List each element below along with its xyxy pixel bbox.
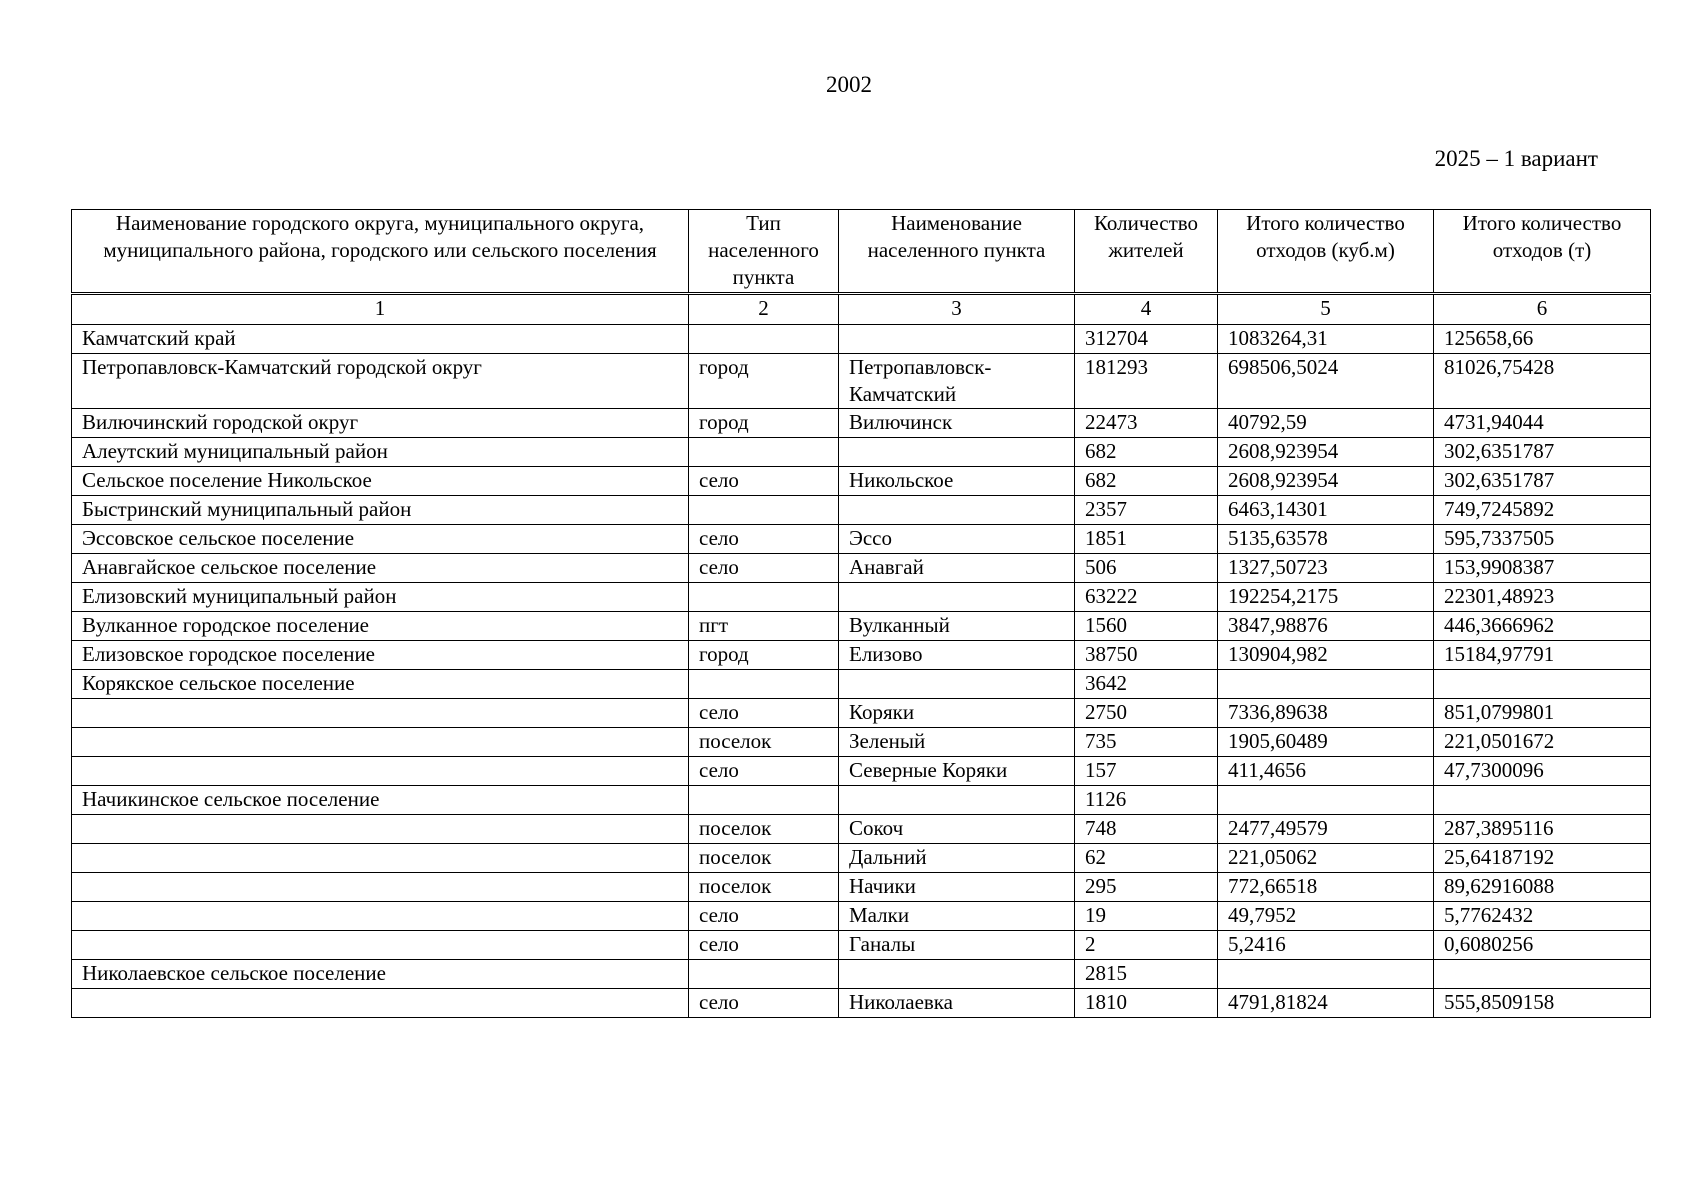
waste-volume-cell: 192254,2175 [1218, 583, 1434, 612]
population-cell: 2 [1075, 931, 1218, 960]
population-cell: 682 [1075, 438, 1218, 467]
waste-volume-cell: 1327,50723 [1218, 554, 1434, 583]
table-row [72, 438, 1651, 467]
settlement-name-cell: Сокоч [839, 815, 1075, 844]
population-cell: 19 [1075, 902, 1218, 931]
settlement-type-cell: поселок [689, 815, 839, 844]
table-row [72, 844, 1651, 873]
municipality-cell [72, 699, 689, 728]
settlement-name-cell: Анавгай [839, 554, 1075, 583]
settlement-type-cell [689, 496, 839, 525]
waste-mass-cell: 125658,66 [1434, 325, 1651, 354]
waste-volume-cell: 221,05062 [1218, 844, 1434, 873]
table-row [72, 931, 1651, 960]
municipality-cell: Быстринский муниципальный район [72, 496, 689, 525]
waste-mass-cell: 749,7245892 [1434, 496, 1651, 525]
column-number: 6 [1434, 294, 1651, 325]
waste-mass-cell: 81026,75428 [1434, 354, 1651, 409]
settlement-name-cell: Зеленый [839, 728, 1075, 757]
header-cell: Количество жителей [1075, 210, 1218, 294]
settlement-type-cell: город [689, 409, 839, 438]
waste-volume-cell: 7336,89638 [1218, 699, 1434, 728]
municipality-cell: Камчатский край [72, 325, 689, 354]
waste-mass-cell: 595,7337505 [1434, 525, 1651, 554]
settlement-name-cell: Дальний [839, 844, 1075, 873]
population-cell: 1810 [1075, 989, 1218, 1018]
settlement-type-cell [689, 325, 839, 354]
population-cell: 1560 [1075, 612, 1218, 641]
table-row [72, 989, 1651, 1018]
column-number-row [72, 294, 1651, 325]
header-cell: Наименование городского округа, муниципального округа, муниципального района, городского или сельского поселения [72, 210, 689, 294]
page-number: 2002 [826, 72, 872, 97]
population-cell: 2357 [1075, 496, 1218, 525]
municipality-cell: Алеутский муниципальный район [72, 438, 689, 467]
population-cell: 3642 [1075, 670, 1218, 699]
population-cell: 38750 [1075, 641, 1218, 670]
settlement-name-cell: Начики [839, 873, 1075, 902]
header-cell: Тип населенного пункта [689, 210, 839, 294]
column-number: 4 [1075, 294, 1218, 325]
settlement-name-cell: Вилючинск [839, 409, 1075, 438]
settlement-type-cell [689, 960, 839, 989]
table-row [72, 641, 1651, 670]
waste-mass-cell: 25,64187192 [1434, 844, 1651, 873]
settlement-type-cell: село [689, 989, 839, 1018]
settlement-type-cell: село [689, 699, 839, 728]
settlement-name-cell: Коряки [839, 699, 1075, 728]
table-row [72, 325, 1651, 354]
population-cell: 22473 [1075, 409, 1218, 438]
waste-volume-cell: 772,66518 [1218, 873, 1434, 902]
table-row [72, 467, 1651, 496]
waste-volume-cell: 1083264,31 [1218, 325, 1434, 354]
column-number: 3 [839, 294, 1075, 325]
column-number: 2 [689, 294, 839, 325]
waste-mass-cell: 0,6080256 [1434, 931, 1651, 960]
settlement-name-cell [839, 960, 1075, 989]
column-number: 5 [1218, 294, 1434, 325]
settlement-type-cell: село [689, 554, 839, 583]
settlement-name-cell [839, 670, 1075, 699]
table-row [72, 728, 1651, 757]
settlement-type-cell: село [689, 467, 839, 496]
municipality-cell [72, 989, 689, 1018]
municipality-cell: Начикинское сельское поселение [72, 786, 689, 815]
settlement-type-cell: село [689, 902, 839, 931]
population-cell: 62 [1075, 844, 1218, 873]
waste-volume-cell: 49,7952 [1218, 902, 1434, 931]
table-row [72, 496, 1651, 525]
settlement-name-cell: Северные Коряки [839, 757, 1075, 786]
waste-volume-cell: 698506,5024 [1218, 354, 1434, 409]
settlement-type-cell: поселок [689, 844, 839, 873]
municipality-cell: Петропавловск-Камчатский городской округ [72, 354, 689, 409]
settlement-type-cell [689, 786, 839, 815]
settlement-name-cell [839, 496, 1075, 525]
waste-mass-cell: 851,0799801 [1434, 699, 1651, 728]
waste-mass-cell [1434, 786, 1651, 815]
waste-mass-cell: 47,7300096 [1434, 757, 1651, 786]
municipality-cell: Эссовское сельское поселение [72, 525, 689, 554]
population-cell: 157 [1075, 757, 1218, 786]
waste-mass-cell: 302,6351787 [1434, 438, 1651, 467]
table-row [72, 525, 1651, 554]
settlement-name-cell: Николаевка [839, 989, 1075, 1018]
waste-volume-cell: 40792,59 [1218, 409, 1434, 438]
waste-mass-cell: 287,3895116 [1434, 815, 1651, 844]
population-cell: 312704 [1075, 325, 1218, 354]
settlement-name-cell: Петропавловск-Камчатский [839, 354, 1075, 409]
waste-volume-cell: 5135,63578 [1218, 525, 1434, 554]
waste-mass-cell: 221,0501672 [1434, 728, 1651, 757]
population-cell: 735 [1075, 728, 1218, 757]
settlement-type-cell: поселок [689, 873, 839, 902]
table-row [72, 554, 1651, 583]
settlement-type-cell: поселок [689, 728, 839, 757]
population-cell: 1851 [1075, 525, 1218, 554]
table-row [72, 354, 1651, 409]
waste-volume-cell: 2477,49579 [1218, 815, 1434, 844]
waste-volume-cell: 5,2416 [1218, 931, 1434, 960]
header-cell: Итого количество отходов (т) [1434, 210, 1651, 294]
waste-mass-cell: 153,9908387 [1434, 554, 1651, 583]
waste-volume-cell: 6463,14301 [1218, 496, 1434, 525]
settlement-name-cell [839, 438, 1075, 467]
table-row [72, 786, 1651, 815]
population-cell: 748 [1075, 815, 1218, 844]
header-cell: Наименование населенного пункта [839, 210, 1075, 294]
municipality-cell: Корякское сельское поселение [72, 670, 689, 699]
settlement-name-cell [839, 583, 1075, 612]
municipality-cell: Вилючинский городской округ [72, 409, 689, 438]
settlement-name-cell: Эссо [839, 525, 1075, 554]
municipality-cell: Анавгайское сельское поселение [72, 554, 689, 583]
waste-mass-cell: 15184,97791 [1434, 641, 1651, 670]
population-cell: 682 [1075, 467, 1218, 496]
waste-volume-cell: 2608,923954 [1218, 438, 1434, 467]
waste-table [71, 209, 1651, 1018]
settlement-type-cell: город [689, 354, 839, 409]
population-cell: 295 [1075, 873, 1218, 902]
settlement-type-cell: город [689, 641, 839, 670]
table-row [72, 409, 1651, 438]
municipality-cell: Елизовское городское поселение [72, 641, 689, 670]
municipality-cell [72, 873, 689, 902]
waste-mass-cell: 555,8509158 [1434, 989, 1651, 1018]
municipality-cell [72, 931, 689, 960]
municipality-cell: Николаевское сельское поселение [72, 960, 689, 989]
settlement-type-cell [689, 670, 839, 699]
municipality-cell [72, 728, 689, 757]
waste-mass-cell [1434, 670, 1651, 699]
waste-volume-cell [1218, 670, 1434, 699]
waste-volume-cell: 411,4656 [1218, 757, 1434, 786]
table-row [72, 699, 1651, 728]
table-header [72, 210, 1651, 294]
settlement-type-cell: пгт [689, 612, 839, 641]
settlement-name-cell: Ганалы [839, 931, 1075, 960]
population-cell: 181293 [1075, 354, 1218, 409]
column-number: 1 [72, 294, 689, 325]
municipality-cell: Вулканное городское поселение [72, 612, 689, 641]
settlement-name-cell: Елизово [839, 641, 1075, 670]
population-cell: 2750 [1075, 699, 1218, 728]
table-row [72, 960, 1651, 989]
population-cell: 2815 [1075, 960, 1218, 989]
municipality-cell [72, 902, 689, 931]
population-cell: 63222 [1075, 583, 1218, 612]
waste-volume-cell: 4791,81824 [1218, 989, 1434, 1018]
population-cell: 1126 [1075, 786, 1218, 815]
settlement-type-cell: село [689, 757, 839, 786]
settlement-name-cell: Никольское [839, 467, 1075, 496]
settlement-type-cell [689, 583, 839, 612]
settlement-name-cell: Вулканный [839, 612, 1075, 641]
variant-label: 2025 – 1 вариант [1434, 146, 1598, 171]
municipality-cell [72, 757, 689, 786]
municipality-cell [72, 815, 689, 844]
waste-volume-cell: 3847,98876 [1218, 612, 1434, 641]
table-row [72, 757, 1651, 786]
settlement-type-cell: село [689, 931, 839, 960]
waste-mass-cell: 89,62916088 [1434, 873, 1651, 902]
waste-mass-cell: 4731,94044 [1434, 409, 1651, 438]
population-cell: 506 [1075, 554, 1218, 583]
table-body [72, 294, 1651, 1018]
waste-mass-cell [1434, 960, 1651, 989]
settlement-name-cell [839, 325, 1075, 354]
settlement-name-cell [839, 786, 1075, 815]
municipality-cell: Елизовский муниципальный район [72, 583, 689, 612]
waste-volume-cell: 130904,982 [1218, 641, 1434, 670]
settlement-name-cell: Малки [839, 902, 1075, 931]
waste-mass-cell: 22301,48923 [1434, 583, 1651, 612]
waste-mass-cell: 302,6351787 [1434, 467, 1651, 496]
table-row [72, 902, 1651, 931]
municipality-cell [72, 844, 689, 873]
table-row [72, 583, 1651, 612]
waste-mass-cell: 446,3666962 [1434, 612, 1651, 641]
table-row [72, 670, 1651, 699]
settlement-type-cell: село [689, 525, 839, 554]
waste-volume-cell: 2608,923954 [1218, 467, 1434, 496]
table-row [72, 815, 1651, 844]
waste-volume-cell [1218, 960, 1434, 989]
settlement-type-cell [689, 438, 839, 467]
table-row [72, 873, 1651, 902]
waste-volume-cell: 1905,60489 [1218, 728, 1434, 757]
header-cell: Итого количество отходов (куб.м) [1218, 210, 1434, 294]
municipality-cell: Сельское поселение Никольское [72, 467, 689, 496]
waste-mass-cell: 5,7762432 [1434, 902, 1651, 931]
waste-volume-cell [1218, 786, 1434, 815]
table-row [72, 612, 1651, 641]
